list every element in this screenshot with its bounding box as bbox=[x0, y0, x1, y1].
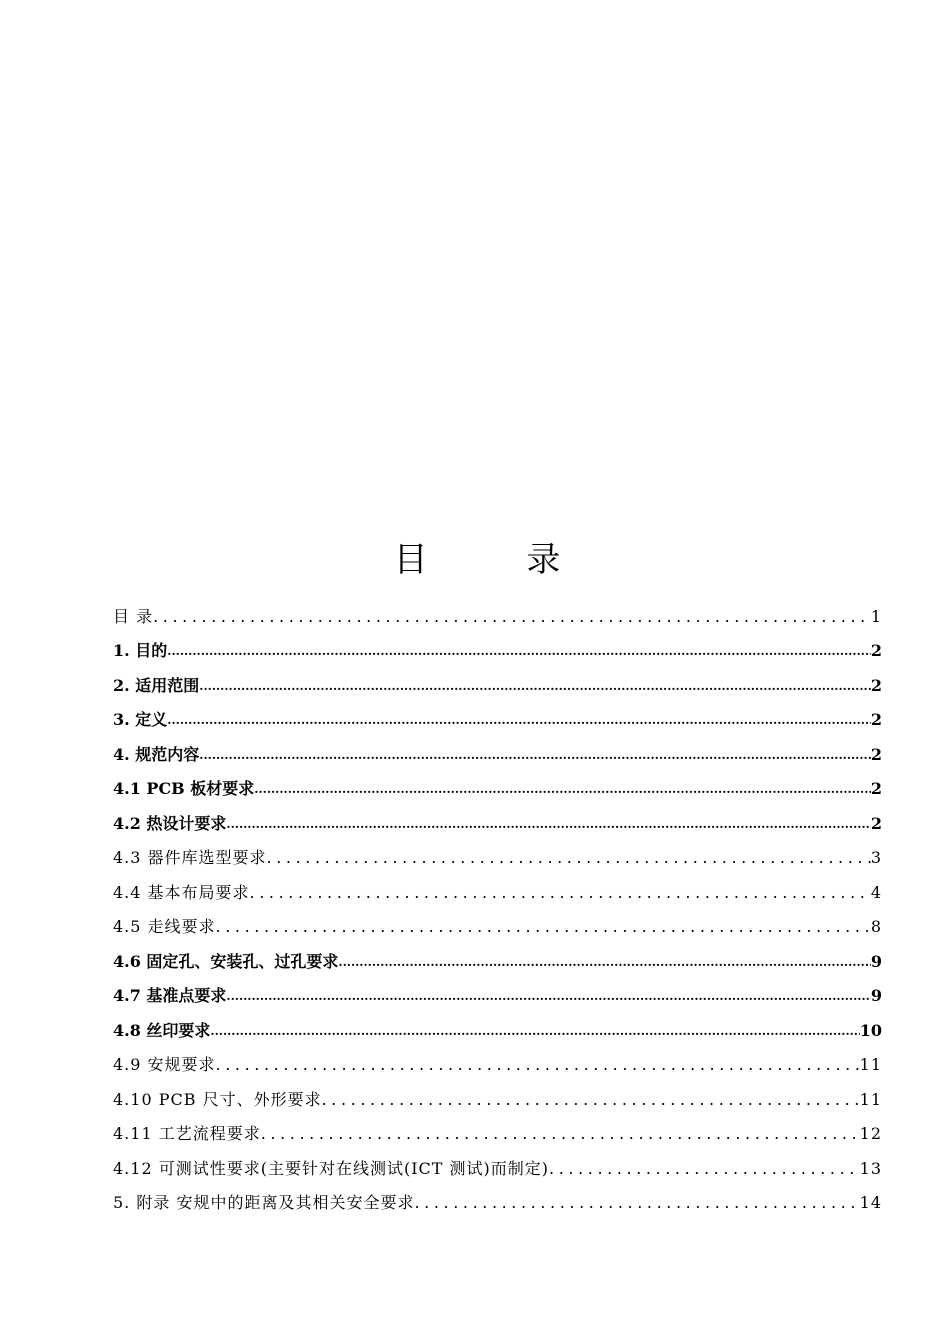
toc-dot-leader bbox=[199, 676, 871, 698]
toc-entry-label: 4.11 工艺流程要求 bbox=[113, 1124, 261, 1143]
toc-entry[interactable] bbox=[113, 1181, 882, 1216]
toc-entry-label: 5. 附录 安规中的距离及其相关安全要求 bbox=[113, 1193, 415, 1212]
toc-entry-page-number: 2 bbox=[870, 779, 882, 798]
toc-entry[interactable] bbox=[113, 767, 882, 802]
toc-dot-leader bbox=[261, 1124, 860, 1146]
toc-entry[interactable] bbox=[113, 870, 882, 905]
toc-entry-label: 4. 规范内容 bbox=[113, 744, 200, 764]
toc-entry[interactable] bbox=[113, 663, 882, 698]
toc-entry-page-number: 10 bbox=[859, 1020, 882, 1040]
toc-dot-leader bbox=[226, 814, 870, 836]
toc-entry[interactable] bbox=[113, 698, 882, 733]
toc-entry-page-number: 11 bbox=[859, 1089, 882, 1109]
toc-entry[interactable] bbox=[113, 732, 882, 767]
toc-entry[interactable] bbox=[113, 629, 882, 664]
toc-dot-leader bbox=[167, 641, 871, 663]
toc-entry-page-number: 1 bbox=[870, 606, 882, 626]
toc-dot-leader bbox=[167, 710, 871, 732]
toc-entry-label: 1. 目的 bbox=[113, 641, 168, 660]
toc-entry-page-number: 11 bbox=[859, 1055, 882, 1074]
toc-entry-page-number: 2 bbox=[870, 710, 882, 729]
toc-entry-label: 4.3 器件库选型要求 bbox=[113, 848, 267, 867]
toc-entry-page-number: 14 bbox=[859, 1193, 882, 1212]
toc-dot-leader bbox=[338, 952, 870, 974]
toc-entry-label: 4.7 基准点要求 bbox=[113, 986, 227, 1005]
toc-entry-label: 4.10 PCB 尺寸、外形要求 bbox=[113, 1089, 322, 1109]
toc-entry-page-number: 2 bbox=[870, 813, 882, 833]
toc-entry[interactable] bbox=[113, 1146, 882, 1181]
toc-entry-page-number: 2 bbox=[870, 641, 882, 660]
toc-entry-label: 4.12 可测试性要求(主要针对在线测试(ICT 测试)而制定) bbox=[113, 1158, 550, 1178]
toc-entry-page-number: 12 bbox=[859, 1124, 882, 1143]
toc-dot-leader bbox=[414, 1193, 859, 1215]
toc-entry-label: 4.4 基本布局要求 bbox=[113, 882, 250, 902]
toc-title: 目 录 bbox=[393, 540, 605, 580]
toc-dot-leader bbox=[322, 1090, 860, 1112]
toc-entry-label: 3. 定义 bbox=[113, 710, 168, 729]
toc-dot-leader bbox=[226, 986, 870, 1008]
toc-dot-leader bbox=[199, 745, 871, 767]
toc-dot-leader bbox=[216, 1055, 860, 1077]
toc-entry-page-number: 3 bbox=[870, 848, 882, 867]
toc-entry[interactable] bbox=[113, 836, 882, 871]
toc-entry-page-number: 13 bbox=[859, 1158, 882, 1178]
toc-dot-leader bbox=[254, 779, 871, 801]
toc-entry-label: 4.5 走线要求 bbox=[113, 917, 216, 936]
toc-entry[interactable] bbox=[113, 1077, 882, 1112]
toc-entry[interactable] bbox=[113, 1008, 882, 1043]
toc-dot-leader bbox=[549, 1159, 860, 1181]
toc-entry-page-number: 9 bbox=[870, 951, 882, 971]
toc-entry[interactable] bbox=[113, 905, 882, 940]
toc-entry[interactable] bbox=[113, 1043, 882, 1078]
toc-dot-leader bbox=[250, 883, 871, 905]
toc-dot-leader bbox=[153, 607, 871, 629]
toc-entry-page-number: 2 bbox=[870, 675, 882, 695]
toc-dot-leader bbox=[267, 848, 871, 870]
toc-entry[interactable] bbox=[113, 801, 882, 836]
toc-entry[interactable] bbox=[113, 974, 882, 1009]
toc-dot-leader bbox=[216, 917, 871, 939]
toc-entry[interactable] bbox=[113, 939, 882, 974]
toc-entry-page-number: 8 bbox=[870, 917, 882, 936]
toc-list bbox=[113, 594, 882, 1215]
toc-entry-label: 4.8 丝印要求 bbox=[113, 1020, 211, 1040]
toc-entry-label: 目 录 bbox=[113, 606, 154, 626]
toc-entry-page-number: 2 bbox=[870, 744, 882, 764]
toc-entry-label: 4.2 热设计要求 bbox=[113, 813, 227, 833]
toc-entry-label: 4.9 安规要求 bbox=[113, 1055, 216, 1074]
toc-entry-page-number: 9 bbox=[870, 986, 882, 1005]
toc-entry-label: 4.6 固定孔、安装孔、过孔要求 bbox=[113, 951, 339, 971]
toc-entry-label: 2. 适用范围 bbox=[113, 675, 200, 695]
toc-entry-page-number: 4 bbox=[870, 882, 882, 902]
toc-entry[interactable] bbox=[113, 594, 882, 629]
toc-entry-label: 4.1 PCB 板材要求 bbox=[113, 779, 255, 798]
toc-dot-leader bbox=[210, 1021, 859, 1043]
toc-entry[interactable] bbox=[113, 1112, 882, 1147]
